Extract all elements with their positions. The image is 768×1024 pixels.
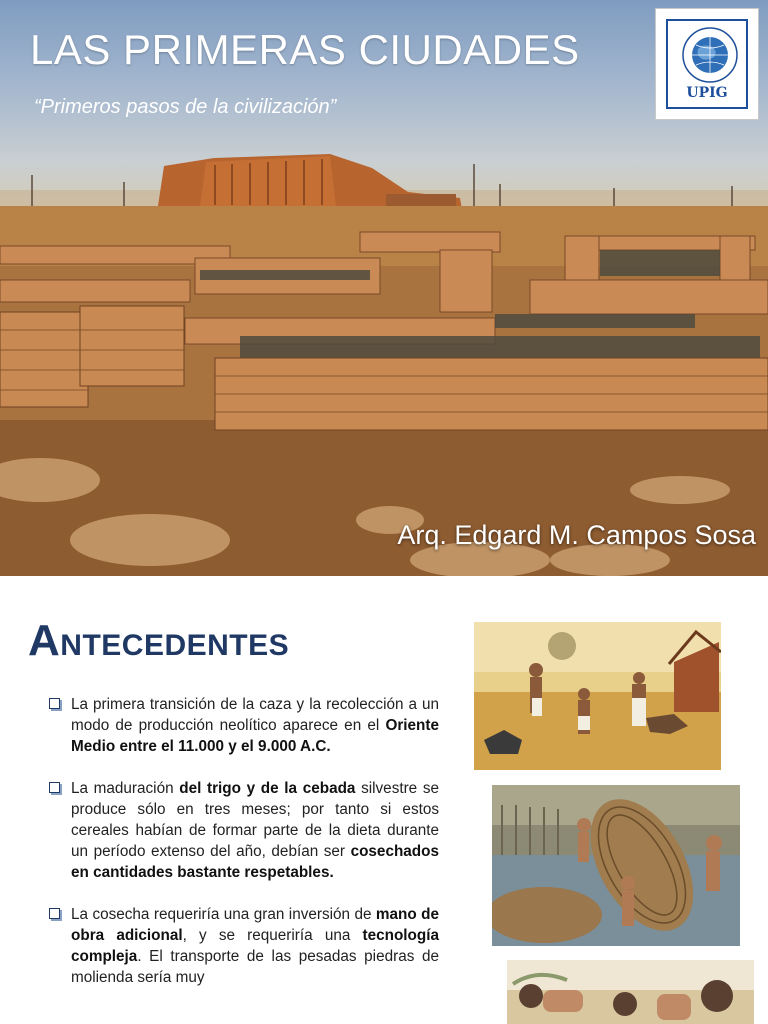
heading-rest: NTECEDENTES	[60, 629, 290, 662]
presentation-title: LAS PRIMERAS CIUDADES	[30, 26, 580, 73]
presentation-subtitle: “Primeros pasos de la civilización”	[34, 96, 337, 118]
bullet-emphasis: cosechados en cantidades bastante respetables.	[71, 843, 439, 881]
bullet-emphasis: Oriente Medio entre el 11.000 y el 9.000 A.C.	[71, 717, 439, 755]
bullet-text: La primera transición de la caza y la recolección a un modo de producción neolítico aparece en el	[71, 696, 439, 734]
illustration-reed-builders	[492, 785, 740, 946]
globe-logo-icon	[668, 23, 752, 83]
checkbox-bullet-icon	[49, 782, 60, 793]
section-heading	[28, 616, 289, 666]
bullet-emphasis: tecnología compleja	[71, 927, 440, 965]
bullet-text: , y se requeriría una	[182, 927, 363, 944]
bullet-list	[47, 694, 439, 1009]
bullet-emphasis: mano de obra adicional	[71, 906, 439, 944]
illustration-harvest	[474, 622, 721, 770]
logo-label: UPIG	[686, 85, 728, 101]
checkbox-bullet-icon	[49, 698, 60, 709]
content-slide	[0, 576, 768, 1024]
bullet-emphasis: del trigo y de la cebada	[179, 780, 356, 797]
bullet-text: La maduración	[71, 780, 180, 797]
illustration-people	[507, 960, 754, 1024]
university-logo	[656, 9, 758, 119]
heading-initial: A	[28, 616, 61, 665]
bullet-item	[47, 778, 439, 883]
checkbox-bullet-icon	[49, 908, 60, 919]
bullet-item	[47, 904, 439, 988]
bullet-item	[47, 694, 439, 757]
bullet-text: La cosecha requeriría una gran inversión de	[71, 906, 376, 923]
author-name: Arq. Edgard M. Campos Sosa	[397, 520, 756, 550]
bullet-text: silvestre se produce sólo en tres meses; por tanto si estos cereales habían de formar parte de la dieta durante un período extenso del año, debían ser	[71, 780, 439, 860]
bullet-text: . El transporte de las pesadas piedras de molienda sería muy	[71, 948, 439, 986]
